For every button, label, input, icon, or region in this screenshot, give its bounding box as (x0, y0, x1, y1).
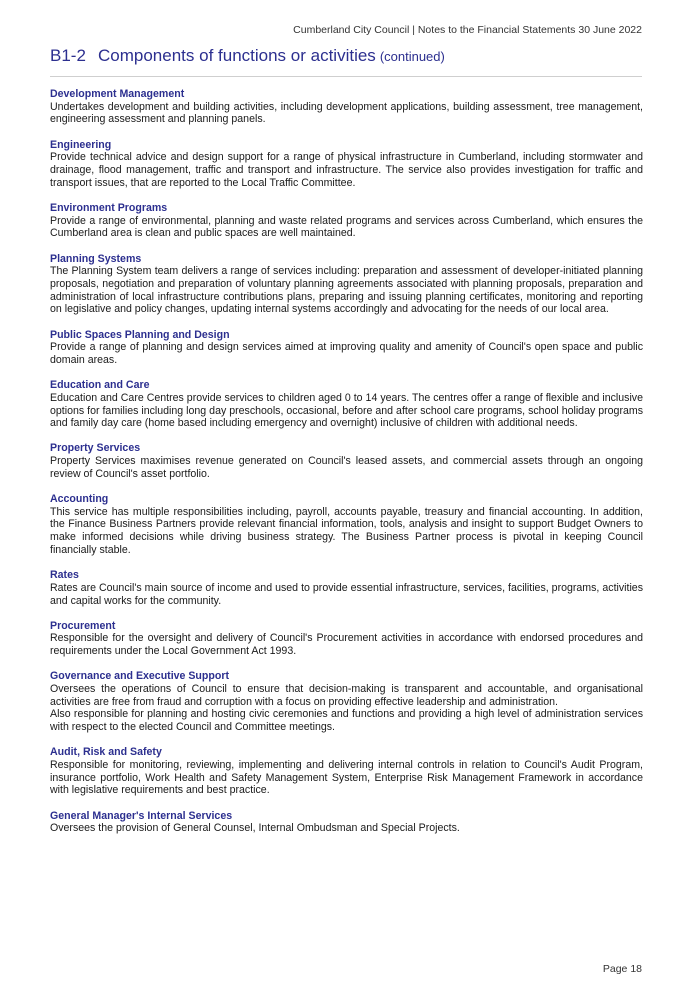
activity-description (50, 392, 643, 430)
activity-paragraph: Also responsible for planning and hosting civic ceremonies and functions and providing a high level of administration services with respect to the elected Council and Committee meetings. (50, 708, 643, 734)
section-title-text: Components of functions or activities (98, 46, 376, 65)
activity-description (50, 341, 643, 366)
activity-paragraph: The Planning System team delivers a range of services including: preparation and assessment of developer-initiated planning proposals, negotiation and preparation of voluntary planning agreements associated with planning proposals, preparation and administration of local infrastructure contributions plans, preparing and issuing planning certificates, monitoring and reporting on legislative and policy changes, updating internal systems accordingly and advocating for the needs of our local area. (50, 265, 643, 316)
activity-description (50, 683, 643, 734)
activity-paragraph: Education and Care Centres provide services to children aged 0 to 14 years. The centres offer a range of flexible and inclusive options for families including long day preschools, occasional, before and after school care programs, school holiday programs and family day care (home based including emergency and overnight) inclusive of children with additional needs. (50, 391, 643, 430)
activity-heading: General Manager's Internal Services (50, 809, 233, 822)
activity-paragraph: Oversees the provision of General Counsel, Internal Ombudsman and Special Projects. (50, 822, 460, 835)
activity-heading: Development Management (50, 88, 185, 100)
activity-section (50, 746, 643, 797)
section-title-suffix: (continued) (379, 49, 445, 64)
activity-paragraph: Rates are Council's main source of income and used to provide essential infrastructure, services, facilities, programs, activities and capital works for the community. (50, 581, 643, 607)
section-number: B1-2 (50, 46, 86, 65)
activity-heading: Planning Systems (50, 252, 142, 265)
activity-section (50, 493, 643, 557)
page-number: Page 18 (602, 963, 642, 975)
activity-section (50, 88, 643, 126)
activity-description (50, 101, 643, 126)
activity-section (50, 620, 643, 658)
activity-description (50, 759, 643, 797)
activity-description (50, 582, 643, 607)
activity-section (50, 329, 643, 367)
activity-heading: Property Services (50, 442, 141, 455)
activity-heading: Rates (50, 569, 79, 582)
activity-paragraph: Responsible for the oversight and delivery of Council's Procurement activities in accordance with endorsed procedures and requirements under the Local Government Act 1993. (50, 632, 643, 658)
activity-heading: Public Spaces Planning and Design (50, 328, 230, 341)
activity-paragraph: Provide technical advice and design support for a range of physical infrastructure in Cumberland, including stormwater and drainage, flood management, traffic and transport and infrastructure. The service also provides investigation for traffic and transport issues, that are reported to the Local Traffic Committee. (50, 151, 643, 189)
activity-heading: Environment Programs (50, 201, 168, 214)
activity-paragraph: Property Services maximises revenue generated on Council's leased assets, and commercial assets through an ongoing review of Council's asset portfolio. (50, 455, 643, 480)
activity-section (50, 253, 643, 317)
activity-section (50, 569, 643, 607)
activity-description (50, 215, 643, 240)
activity-paragraph: Provide a range of planning and design services aimed at improving quality and amenity of Council's open space and public domain areas. (50, 341, 643, 366)
activity-section (50, 442, 643, 480)
running-header: Cumberland City Council | Notes to the Financial Statements 30 June 2022 (293, 24, 642, 36)
activity-paragraph: This service has multiple responsibilities including, payroll, accounts payable, treasury and financial accounting. In addition, the Finance Business Partners provide relevant financial information, tools, analysis and insight to support Budget Owners to make informed decisions while driving business strategy. The Business Partner process is pivotal in keeping Council financially stable. (50, 505, 643, 556)
activity-paragraph: Provide a range of environmental, planning and waste related programs and services across Cumberland, which ensures the Cumberland area is clean and public spaces are well maintained. (50, 214, 643, 240)
activity-section (50, 810, 643, 835)
activity-section (50, 202, 643, 240)
activity-description (50, 506, 643, 557)
section-title (50, 46, 642, 66)
activity-paragraph: Responsible for monitoring, reviewing, implementing and delivering internal controls in relation to Council's Audit Program, insurance portfolio, Work Health and Safety Management System, Enterprise Risk Management Framework in accordance with legislative requirements and best practice. (50, 759, 643, 797)
activity-description (50, 632, 643, 657)
activity-paragraph: Oversees the operations of Council to ensure that decision-making is transparent and accountable, and organisational activities are free from fraud and corruption with a focus on providing effective leadership and administration. (50, 683, 643, 708)
activity-heading: Audit, Risk and Safety (50, 746, 162, 759)
activity-description (50, 455, 643, 480)
activity-heading: Engineering (50, 138, 112, 151)
activity-list (50, 88, 643, 848)
activity-heading: Accounting (50, 493, 109, 506)
activity-section (50, 670, 643, 734)
activity-section (50, 139, 643, 190)
title-divider (50, 76, 642, 77)
activity-description (50, 822, 643, 835)
activity-paragraph: Undertakes development and building activities, including development applications, building assessment, tree management, engineering assessment and planning panels. (50, 100, 643, 126)
activity-description (50, 151, 643, 189)
activity-description (50, 265, 643, 316)
activity-heading: Governance and Executive Support (50, 670, 229, 683)
activity-heading: Procurement (50, 619, 116, 632)
activity-section (50, 379, 643, 430)
activity-heading: Education and Care (50, 379, 150, 392)
